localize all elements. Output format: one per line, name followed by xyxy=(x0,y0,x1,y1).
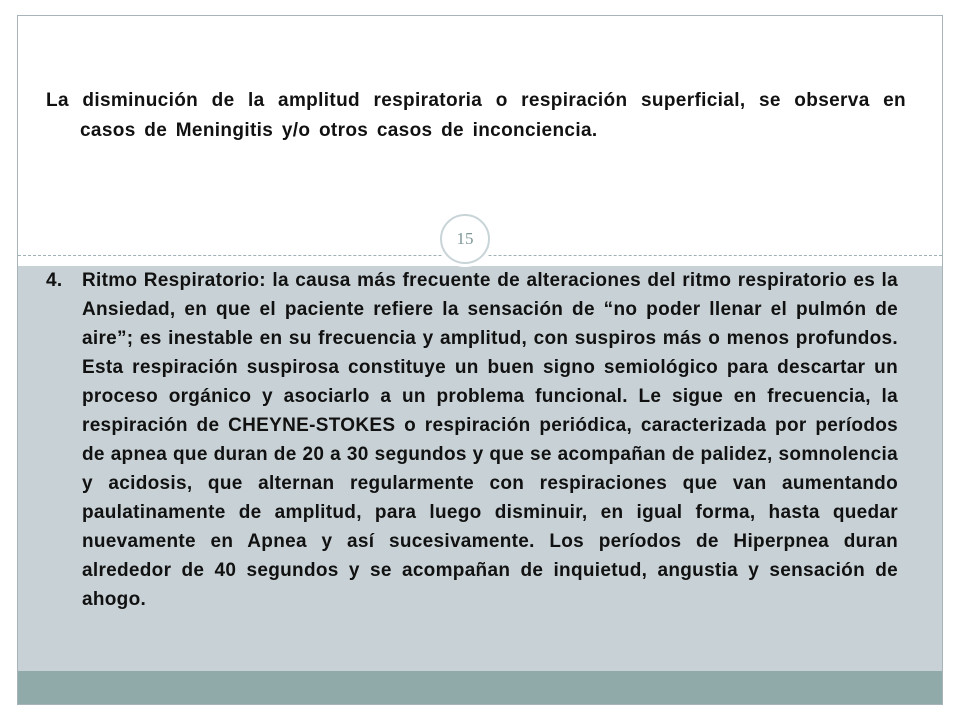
page-number: 15 xyxy=(456,229,474,248)
list-item-number: 4. xyxy=(46,270,63,291)
list-item-text: Ritmo Respiratorio: la causa más frecuente de alteraciones del ritmo respiratorio es la Ansiedad, en que el paciente refiere la sensación de “no poder llenar el pulmón de aire”; es inestable en su frecuencia y amplitud, con suspiros más o menos profundos. Esta respiración suspirosa constituye un buen signo semiológico para descartar un proceso orgánico y asociarlo a un problema funcional. Le sigue en frecuencia, la respiración de CHEYNE-STOKES o respiración periódica, caracterizada por períodos de apnea que duran de 20 a 30 segundos y que se acompañan de palidez, somnolencia y acidosis, que alternan regularmente con respiraciones que van aumentando paulatinamente de amplitud, para luego disminuir, en igual forma, hasta quedar nuevamente en Apnea y así sucesivamente. Los períodos de Hiperpnea duran alrededor de 40 segundos y se acompañan de inquietud, angustia y sensación de ahogo. xyxy=(82,270,898,610)
intro-paragraph xyxy=(46,86,906,146)
page-number-badge xyxy=(440,214,490,264)
footer-band xyxy=(18,671,942,705)
list-item xyxy=(46,266,898,614)
intro-text: La disminución de la amplitud respiratoria o respiración superficial, se observa en casos de Meningitis y/o otros casos de inconciencia. xyxy=(46,90,906,141)
